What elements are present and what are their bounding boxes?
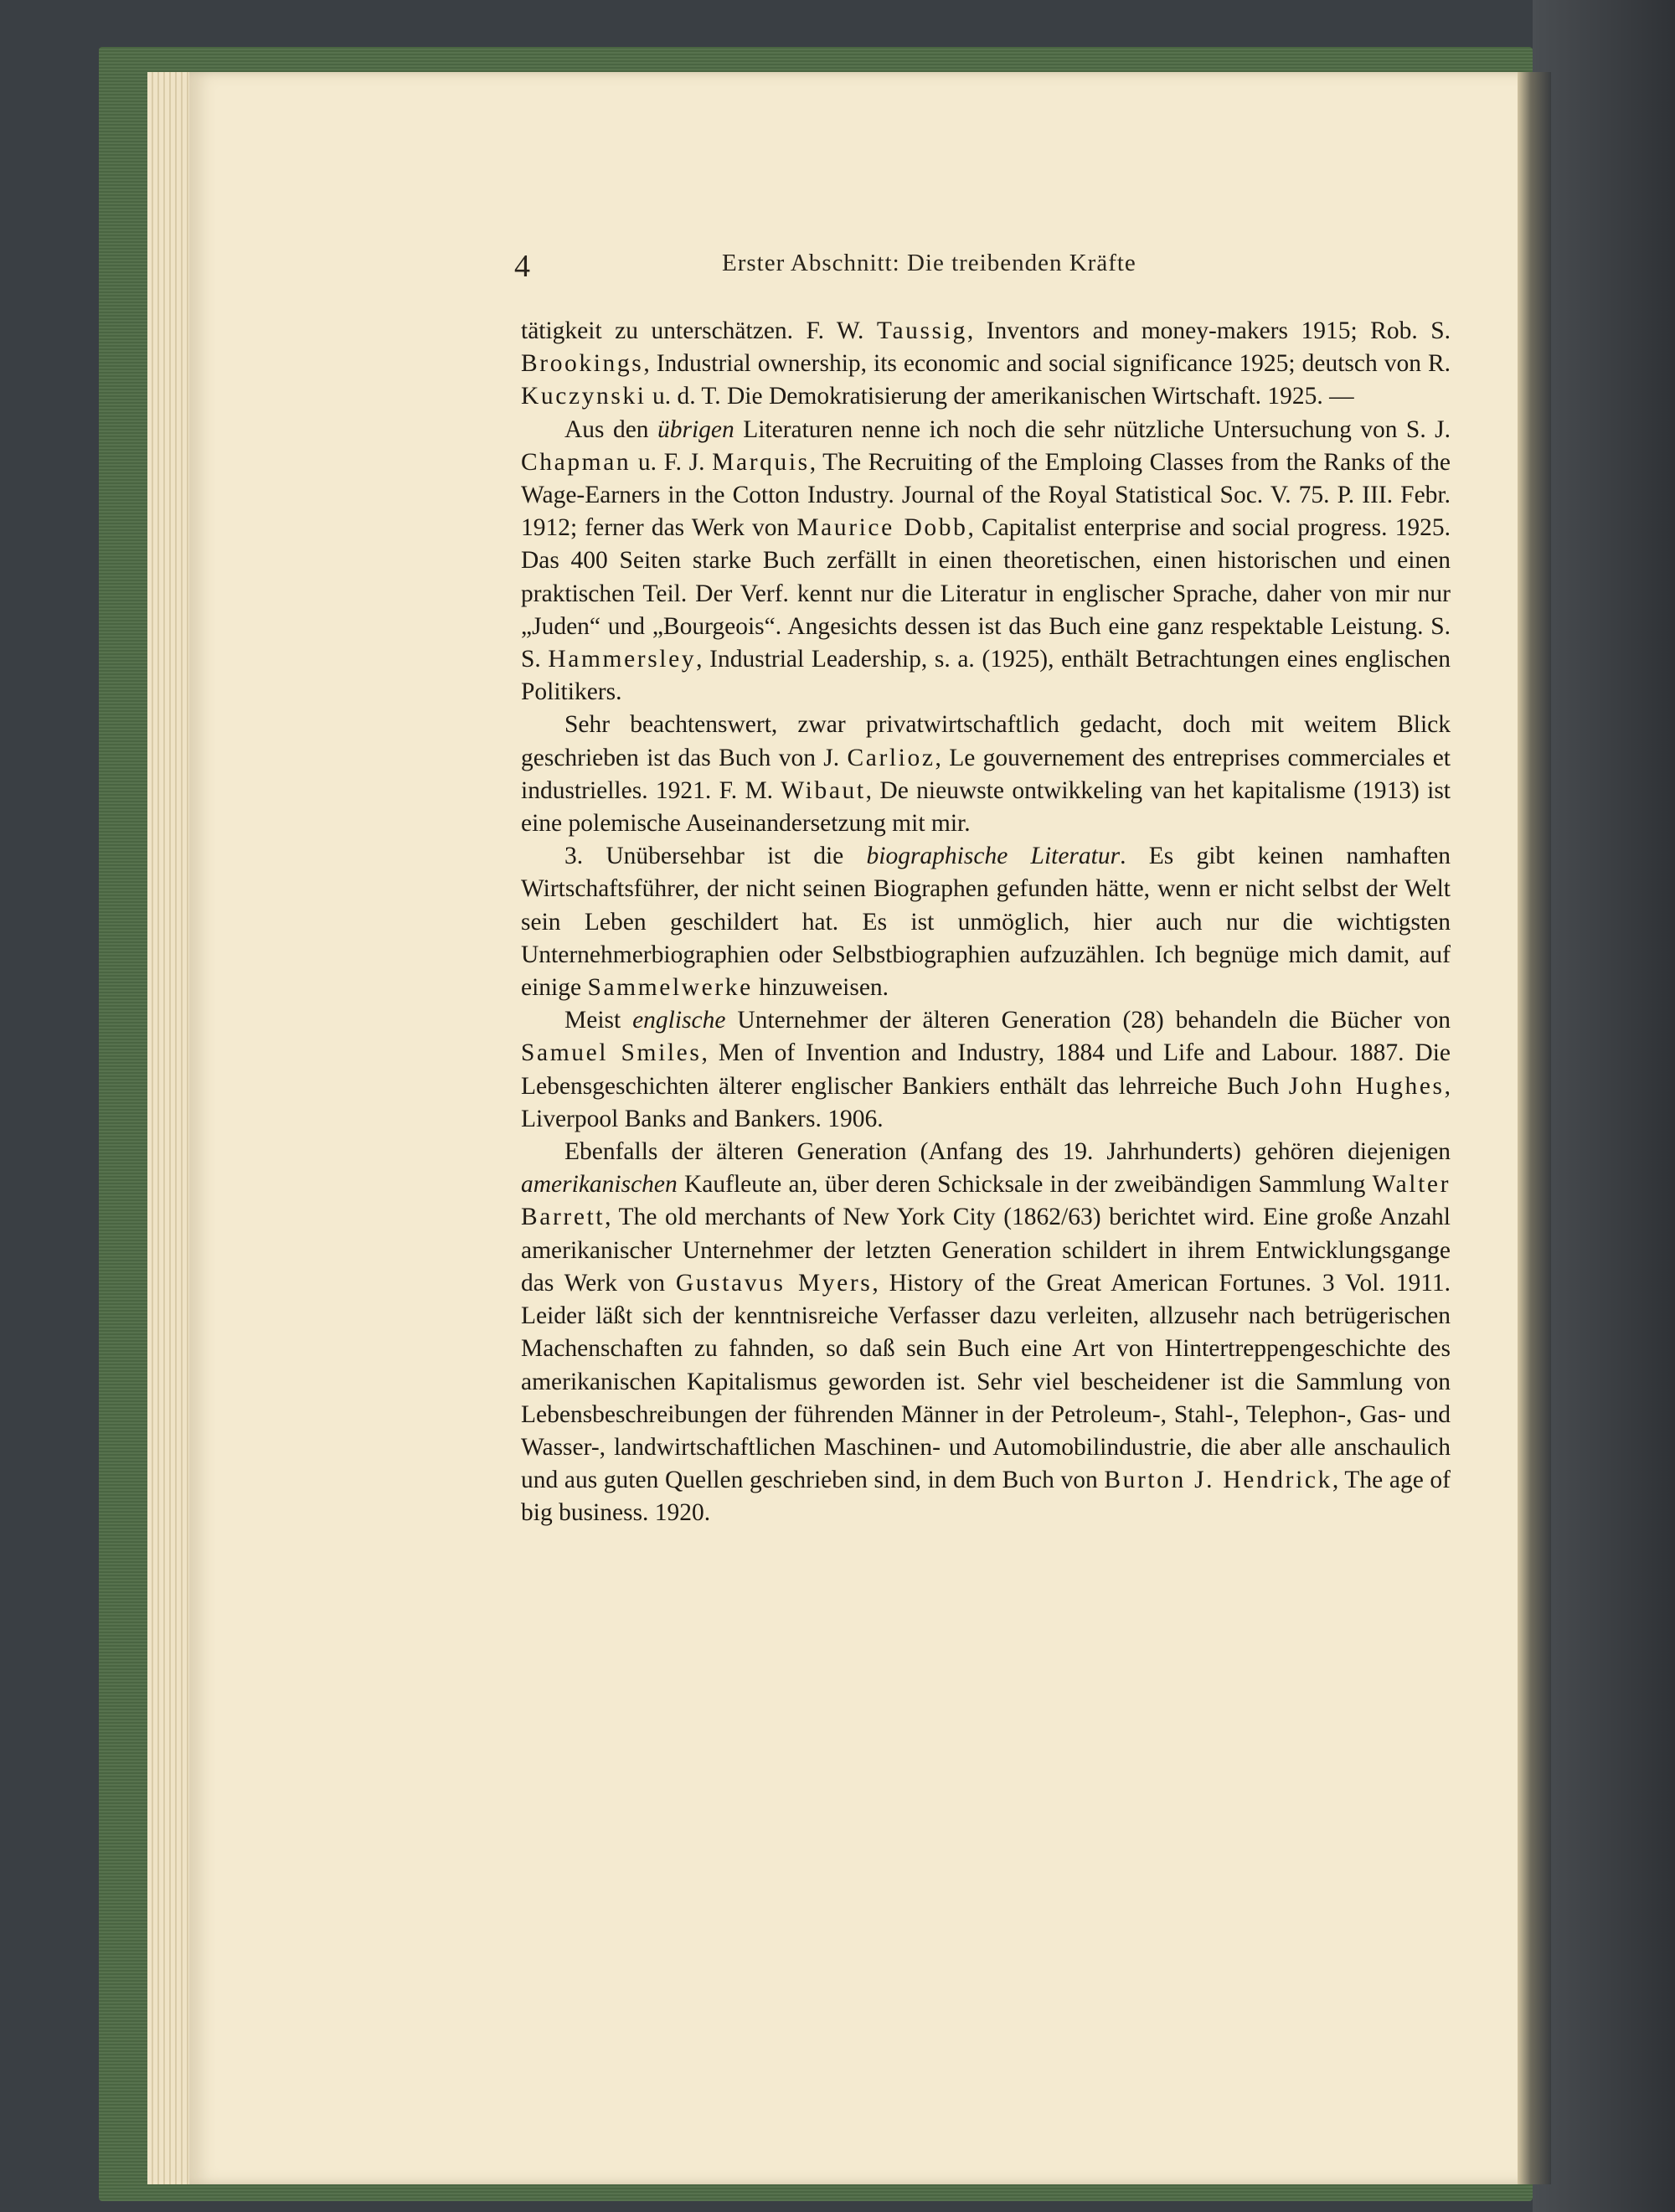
author-name: Carlioz xyxy=(847,744,935,771)
text-run: Literaturen nenne ich noch die sehr nützliche Untersuchung von S. J. xyxy=(734,415,1451,443)
text-run: , Liverpool Banks and Bankers. 1906. xyxy=(521,1072,1451,1132)
page-header xyxy=(514,248,1452,283)
author-name: Sammelwerke xyxy=(587,974,753,1002)
emphasis: biographische Literatur xyxy=(866,843,1121,870)
text-run: , Inventors and money-makers 1915; Rob. S. xyxy=(966,317,1451,344)
author-name: Burton J. Hendrick xyxy=(1104,1467,1332,1494)
author-name: Wibaut xyxy=(781,776,866,804)
text-run: , De nieuwste ontwikkeling van het kapitalisme (1913) ist eine polemische Auseinandersetzung mit mir. xyxy=(521,776,1451,838)
author-name: Gustavus Myers xyxy=(675,1269,873,1297)
text-run: , Industrial ownership, its economic and social significance 1925; deutsch von R. xyxy=(643,350,1451,378)
text-run: , The old merchants of New York City (1862/63) berichtet wird. Eine große Anzahl amerikanischer Unternehmer der letzten Generation schildert in ihrem Entwicklungsgange das Werk von xyxy=(521,1204,1451,1297)
text-run: , Capitalist enterprise and social progress. 1925. Das 400 Seiten starke Buch zerfällt in einen theoretischen, einen historischen und einen praktischen Teil. Der Verf. kennt nur die Literatur in englischer Sprache, daher von mir nur „Juden“ und „Bourgeois“. Angesichts dessen ist das Buch eine ganz respektable Leistung. S. S. xyxy=(521,514,1451,673)
author-name: Walter Barrett xyxy=(521,1171,1451,1231)
text-run: Aus den xyxy=(564,415,657,443)
text-run: , History of the Great American Fortunes. 3 Vol. 1911. Leider läßt sich der kenntnisreiche Verfasser dazu verleiten, allzusehr nach betrügerischen Machenschaften zu fahnden, so daß sein Buch eine Art von Hintertreppengeschichte des amerikanischen Kapitalismus geworden ist. Sehr viel bescheidener ist die Sammlung von Lebensbeschreibungen der führenden Männer in der Petroleum-, Stahl-, Telephon-, Gas- und Wasser-, landwirtschaftlichen Maschinen- und Automobilindustrie, die aber alle anschaulich und aus guten Quellen geschrieben sind, in dem Buch von xyxy=(521,1269,1451,1494)
text-run: Unternehmer der älteren Generation (28) behandeln die Bücher von xyxy=(725,1007,1451,1034)
text-run: u. F. J. xyxy=(631,448,713,476)
paragraph xyxy=(521,709,1451,840)
author-name: John Hughes xyxy=(1288,1072,1445,1100)
running-head: Erster Abschnitt: Die treibenden Kräfte xyxy=(722,250,1136,276)
text-run: . Es gibt keinen namhaften Wirtschaftsführer, der nicht seinen Biographen gefunden hätte, wenn er nicht selbst der Welt sein Leben geschildert hat. Es ist unmöglich, hier auch nur die wichtigsten Unternehmerbiographien oder Selbstbiographien aufzuzählen. Ich begnüge mich damit, auf einige xyxy=(521,843,1451,1002)
paragraph xyxy=(521,1004,1451,1136)
paragraph xyxy=(521,1136,1451,1529)
text-run: , The Recruiting of the Emploing Classes from the Ranks of the Wage-Earners in the Cotton Industry. Journal of the Royal Statistical Soc. V. 75. P. III. Febr. 1912; ferner das Werk von xyxy=(521,448,1451,542)
paragraph xyxy=(521,840,1451,1004)
paragraph xyxy=(521,414,1451,709)
text-run: Kaufleute an, über deren Schicksale in der zweibändigen Sammlung xyxy=(677,1171,1373,1199)
author-name: Hammersley xyxy=(548,646,697,673)
author-name: Marquis xyxy=(712,448,810,476)
text-run: Sehr beachtenswert, zwar privatwirtschaftlich gedacht, doch mit weitem Blick geschrieben ist das Buch von J. xyxy=(521,711,1451,771)
page-number: 4 xyxy=(514,249,530,284)
paragraph xyxy=(521,315,1451,414)
emphasis: amerikanischen xyxy=(521,1171,678,1199)
text-run: hinzuweisen. xyxy=(752,974,889,1002)
text-run: u. d. T. Die Demokratisierung der amerikanischen Wirtschaft. 1925. — xyxy=(646,383,1354,410)
text-run: tätigkeit zu unterschätzen. F. W. xyxy=(521,317,877,344)
author-name: Samuel Smiles xyxy=(521,1039,702,1067)
text-run: , The age of big business. 1920. xyxy=(521,1467,1451,1527)
author-name: Taussig xyxy=(876,317,967,344)
emphasis: englische xyxy=(632,1007,726,1034)
author-name: Kuczynski xyxy=(521,383,647,410)
author-name: Brookings xyxy=(521,350,644,378)
emphasis: übrigen xyxy=(657,415,734,443)
author-name: Chapman xyxy=(521,448,631,476)
text-run: , Men of Invention and Industry, 1884 und Life and Labour. 1887. Die Lebensgeschichten älterer englischer Bankiers enthält das lehrreiche Buch xyxy=(521,1039,1451,1100)
author-name: Maurice Dobb xyxy=(796,514,968,542)
text-run: Meist xyxy=(564,1007,633,1034)
page-gutter-shadow xyxy=(1518,72,1551,2184)
body-text xyxy=(521,315,1451,1530)
text-run: 3. Unübersehbar ist die xyxy=(564,843,867,870)
text-run: , Le gouvernement des entreprises commerciales et industrielles. 1921. F. M. xyxy=(521,744,1451,804)
text-run: , Industrial Leadership, s. a. (1925), enthält Betrachtungen eines englischen Politikers. xyxy=(521,646,1451,706)
text-run: Ebenfalls der älteren Generation (Anfang des 19. Jahrhunderts) gehören diejenigen xyxy=(564,1138,1451,1166)
background-right xyxy=(1533,0,1675,2212)
